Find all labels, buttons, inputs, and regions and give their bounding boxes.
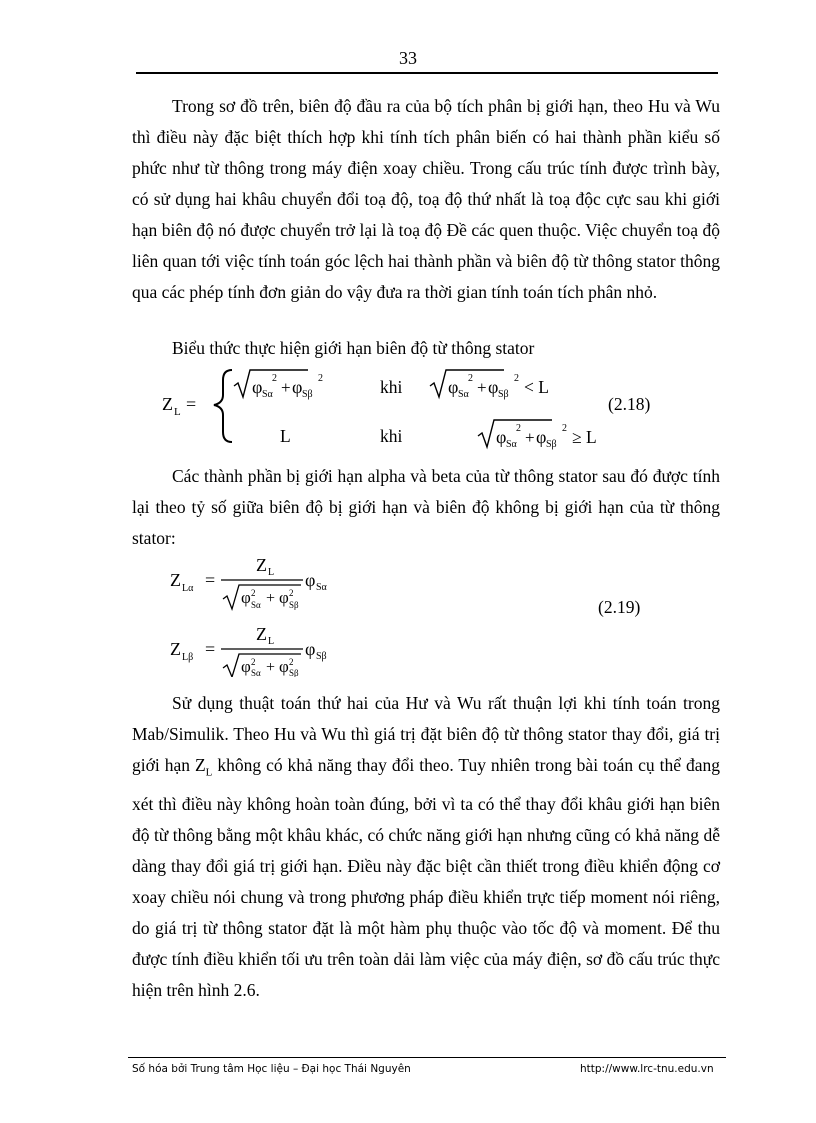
svg-text:φ: φ <box>241 657 251 676</box>
svg-text:Sβ: Sβ <box>316 651 327 662</box>
svg-text:2: 2 <box>251 657 256 667</box>
svg-text:+: + <box>525 428 535 447</box>
svg-text:Sα: Sα <box>316 582 327 593</box>
svg-text:φ: φ <box>536 427 547 447</box>
svg-text:2: 2 <box>289 588 294 598</box>
svg-text:φ: φ <box>279 588 289 607</box>
svg-text:Sα: Sα <box>251 668 261 677</box>
footer-rule <box>128 1057 726 1058</box>
svg-text:φ: φ <box>305 570 316 590</box>
eq-lhs-z: Z <box>162 394 173 414</box>
eq-equals: = <box>186 394 197 414</box>
case2-value: L <box>280 426 291 446</box>
svg-text:Sα: Sα <box>506 439 517 450</box>
svg-text:L: L <box>268 567 275 578</box>
svg-text:2: 2 <box>562 423 567 434</box>
svg-text:Lα: Lα <box>182 583 194 594</box>
case1-sqrt <box>234 370 323 400</box>
footer-source: Số hóa bởi Trung tâm Học liệu – Đại học Thái Nguyên <box>132 1063 411 1075</box>
page-number: 33 <box>399 48 417 68</box>
svg-text:L: L <box>268 636 275 647</box>
equation-2-19 <box>165 552 425 677</box>
svg-text:2: 2 <box>272 373 277 384</box>
svg-text:φ: φ <box>292 377 303 397</box>
svg-text:=: = <box>205 570 216 590</box>
svg-text:≥ L: ≥ L <box>572 427 597 447</box>
svg-text:+: + <box>477 378 487 397</box>
svg-text:2: 2 <box>251 588 256 598</box>
svg-text:Sβ: Sβ <box>498 389 509 400</box>
case1-khi: khi <box>380 377 403 397</box>
svg-text:Sβ: Sβ <box>302 389 313 400</box>
svg-text:φ: φ <box>252 377 263 397</box>
svg-text:+: + <box>266 659 276 676</box>
svg-text:+: + <box>266 590 276 607</box>
left-brace <box>214 370 232 442</box>
svg-text:2: 2 <box>289 657 294 667</box>
svg-text:2: 2 <box>514 373 519 384</box>
paragraph-2: Biểu thức thực hiện giới hạn biên độ từ thông stator <box>172 338 535 358</box>
svg-text:φ: φ <box>241 588 251 607</box>
svg-text:Sβ: Sβ <box>546 439 557 450</box>
svg-text:2: 2 <box>516 423 521 434</box>
svg-text:Sα: Sα <box>251 600 261 610</box>
svg-text:Sα: Sα <box>262 389 273 400</box>
paragraph-3: Các thành phần bị giới hạn alpha và beta của từ thông stator sau đó được tính lại theo tỷ số giữa biên độ bị giới hạn và biên độ không bị giới hạn của từ thông stator: <box>132 466 720 548</box>
svg-text:Sβ: Sβ <box>289 600 299 610</box>
svg-text:φ: φ <box>448 377 459 397</box>
equation-number-2-18: (2.18) <box>608 394 651 414</box>
paragraph-1: Trong sơ đồ trên, biên độ đầu ra của bộ tích phân bị giới hạn, theo Hu và Wu thì điều này đặc biệt thích hợp khi tính tích phân biến có hai thành phần kiểu số phức như từ thông trong máy điện xoay chiều. Trong cấu trúc tính được trình bày, có sử dụng hai khâu chuyển đổi toạ độ, toạ độ thứ nhất là toạ độc cực sau khi giới hạn biên độ nó được chuyển trở lại là toạ độ Đề các quen thuộc. Việc chuyển toạ độ liên quan tới việc tính toán góc lệch hai thành phần và biên độ từ thông stator thông qua các phép tính đơn giản do vậy đưa ra thời gian tính toán tích phân nhỏ. <box>132 96 720 302</box>
case2-khi: khi <box>380 426 403 446</box>
case1-condition <box>430 370 549 400</box>
svg-text:Sα: Sα <box>458 389 469 400</box>
svg-text:Z: Z <box>170 570 181 590</box>
svg-text:Z: Z <box>256 624 267 644</box>
svg-text:φ: φ <box>305 639 316 659</box>
svg-text:φ: φ <box>496 427 507 447</box>
svg-text:2: 2 <box>318 373 323 384</box>
svg-text:Lβ: Lβ <box>182 652 194 663</box>
paragraph-4: Sử dụng thuật toán thứ hai của Hư và Wu rất thuận lợi khi tính toán trong Mab/Simulik. Theo Hu và Wu thì giá trị đặt biên độ từ thông stator thay đổi, giá trị giới hạn $Z_L$ không có khả năng thay đổi theo. Tuy nhiên trong bài toán cụ thể đang xét thì điều này không hoàn toàn đúng, bởi vì ta có thể thay đổi khâu giới hạn biên độ từ thông bằng một khâu khác, có chức năng giới hạn nhưng cũng có khả năng dễ dàng thay đổi giá trị giới hạn. Điều này đặc biệt cần thiết trong điều khiển động cơ xoay chiều nói chung và trong phương pháp điều khiển trực tiếp moment nói riêng, do giá trị từ thông stator đặt là một hàm phụ thuộc vào tốc độ và moment. Để thu được tính điều khiển tối ưu trên toàn dải làm việc của máy điện, sơ đồ cấu trúc thực hiện trên hình 2.6. <box>132 693 720 1000</box>
svg-text:< L: < L <box>524 377 549 397</box>
eq-lhs-sub: L <box>174 406 181 418</box>
svg-text:Z: Z <box>256 555 267 575</box>
header-rule <box>136 72 718 74</box>
eq-row-alpha <box>170 555 328 610</box>
svg-text:φ: φ <box>279 657 289 676</box>
svg-text:2: 2 <box>468 373 473 384</box>
equation-number-2-19: (2.19) <box>598 597 641 617</box>
svg-text:Sβ: Sβ <box>289 668 299 677</box>
svg-text:=: = <box>205 639 216 659</box>
svg-text:+: + <box>281 378 291 397</box>
svg-text:φ: φ <box>488 377 499 397</box>
footer-url[interactable]: http://www.lrc-tnu.edu.vn <box>580 1063 714 1075</box>
case2-condition <box>478 420 597 450</box>
eq-row-beta <box>170 624 327 677</box>
svg-text:Z: Z <box>170 639 181 659</box>
